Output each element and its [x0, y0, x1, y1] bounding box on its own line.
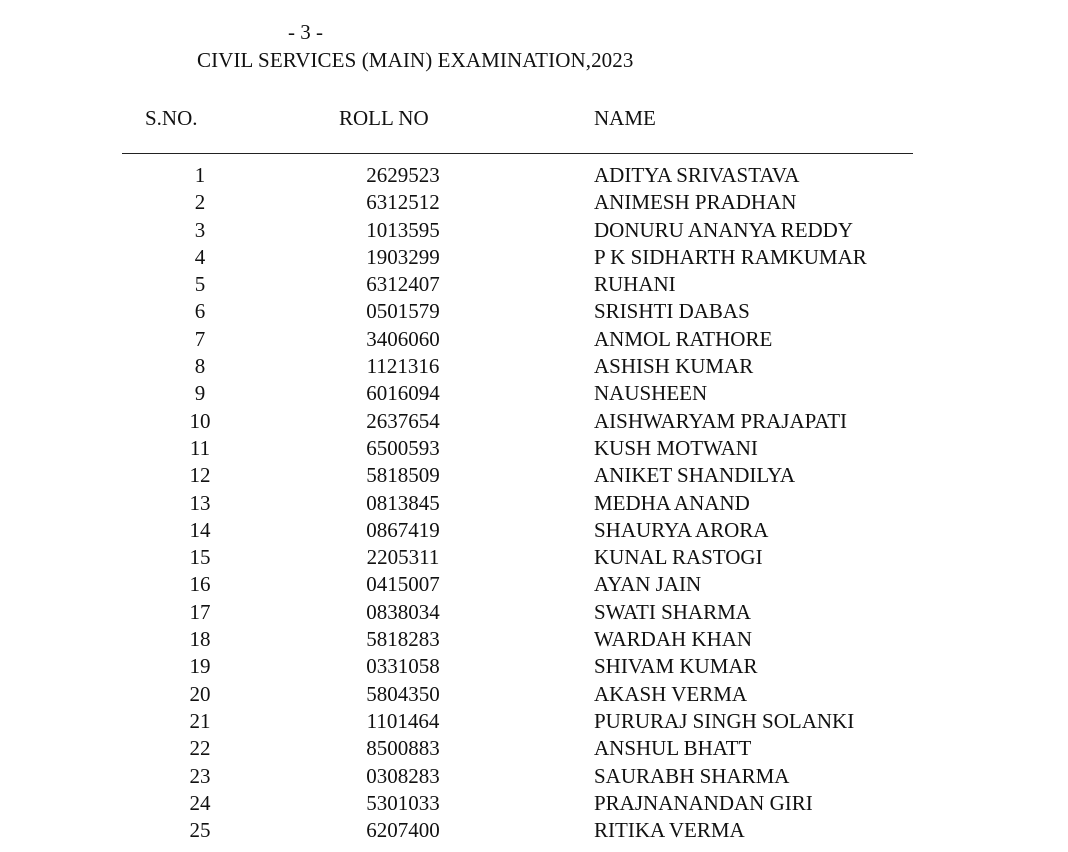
row-roll-no: 5301033 — [366, 790, 440, 815]
row-name: ADITYA SRIVASTAVA — [594, 163, 800, 187]
row-sno: 7 — [194, 326, 206, 351]
row-name: SAURABH SHARMA — [594, 763, 790, 788]
row-roll-no: 5818509 — [366, 463, 440, 488]
row-name: PURURAJ SINGH SOLANKI — [594, 708, 855, 733]
row-roll-no: 2205311 — [366, 545, 440, 570]
page-number: - 3 - — [288, 20, 323, 44]
row-name: SWATI SHARMA — [594, 599, 751, 624]
table-row — [0, 298, 1068, 325]
row-roll-no: 6207400 — [366, 818, 440, 843]
table-row — [0, 708, 1068, 735]
row-roll-no: 3406060 — [366, 326, 440, 351]
row-sno: 14 — [189, 517, 211, 542]
row-roll-no: 0308283 — [366, 763, 440, 788]
row-sno: 23 — [189, 763, 211, 788]
column-header-name: NAME — [594, 106, 656, 130]
row-sno: 17 — [189, 599, 211, 624]
row-sno: 11 — [189, 435, 211, 460]
row-name: NAUSHEEN — [594, 381, 708, 406]
table-row — [0, 244, 1068, 271]
row-sno: 15 — [189, 545, 211, 570]
table-row — [0, 189, 1068, 216]
row-roll-no: 0331058 — [366, 654, 440, 679]
row-name: AKASH VERMA — [594, 681, 748, 706]
row-roll-no: 6312407 — [366, 272, 440, 297]
row-sno: 10 — [189, 408, 211, 433]
table-row — [0, 571, 1068, 598]
row-sno: 21 — [189, 708, 211, 733]
row-roll-no: 5804350 — [366, 681, 440, 706]
row-roll-no: 1013595 — [366, 217, 440, 242]
results-table — [0, 162, 1068, 844]
row-roll-no: 1101464 — [366, 708, 440, 733]
row-sno: 2 — [194, 190, 206, 215]
row-name: PRAJNANANDAN GIRI — [594, 790, 813, 815]
table-row — [0, 217, 1068, 244]
row-sno: 22 — [189, 736, 211, 761]
row-sno: 9 — [194, 381, 206, 406]
row-sno: 8 — [194, 354, 206, 379]
row-roll-no: 0501579 — [366, 299, 440, 324]
row-roll-no: 8500883 — [366, 736, 440, 761]
column-header-roll-no: ROLL NO — [339, 106, 429, 130]
row-name: RITIKA VERMA — [594, 818, 745, 843]
row-sno: 16 — [189, 572, 211, 597]
header-divider — [122, 153, 913, 154]
table-row — [0, 408, 1068, 435]
table-row — [0, 763, 1068, 790]
table-row — [0, 653, 1068, 680]
row-name: ANIKET SHANDILYA — [594, 463, 796, 488]
row-name: ANIMESH PRADHAN — [594, 190, 797, 215]
row-sno: 3 — [194, 217, 206, 242]
row-name: P K SIDHARTH RAMKUMAR — [594, 244, 867, 269]
row-sno: 25 — [189, 818, 211, 843]
row-roll-no: 2629523 — [366, 163, 440, 187]
row-name: RUHANI — [594, 272, 676, 297]
row-sno: 24 — [189, 790, 211, 815]
table-row — [0, 380, 1068, 407]
row-name: DONURU ANANYA REDDY — [594, 217, 854, 242]
row-sno: 5 — [194, 272, 206, 297]
row-roll-no: 0415007 — [366, 572, 440, 597]
row-roll-no: 5818283 — [366, 627, 440, 652]
table-row — [0, 326, 1068, 353]
row-sno: 12 — [189, 463, 211, 488]
table-row — [0, 162, 1068, 189]
document-title: CIVIL SERVICES (MAIN) EXAMINATION,2023 — [197, 48, 634, 72]
row-name: AISHWARYAM PRAJAPATI — [594, 408, 848, 433]
table-row — [0, 353, 1068, 380]
row-sno: 18 — [189, 627, 211, 652]
table-row — [0, 817, 1068, 844]
row-name: SHIVAM KUMAR — [594, 654, 758, 679]
table-row — [0, 626, 1068, 653]
row-sno: 19 — [189, 654, 211, 679]
row-name: ANSHUL BHATT — [594, 736, 752, 761]
row-roll-no: 1121316 — [366, 354, 440, 379]
row-sno: 1 — [194, 163, 206, 187]
row-roll-no: 6016094 — [366, 381, 440, 406]
row-roll-no: 0838034 — [366, 599, 440, 624]
row-roll-no: 6312512 — [366, 190, 440, 215]
row-name: SRISHTI DABAS — [594, 299, 750, 324]
row-name: ANMOL RATHORE — [594, 326, 773, 351]
table-row — [0, 490, 1068, 517]
row-sno: 13 — [189, 490, 211, 515]
table-row — [0, 435, 1068, 462]
row-name: MEDHA ANAND — [594, 490, 750, 515]
row-sno: 20 — [189, 681, 211, 706]
table-row — [0, 462, 1068, 489]
table-row — [0, 599, 1068, 626]
row-sno: 6 — [194, 299, 206, 324]
row-roll-no: 2637654 — [366, 408, 440, 433]
row-name: KUNAL RASTOGI — [594, 545, 763, 570]
row-roll-no: 1903299 — [366, 244, 440, 269]
table-row — [0, 681, 1068, 708]
row-name: ASHISH KUMAR — [594, 354, 754, 379]
table-row — [0, 544, 1068, 571]
table-row — [0, 517, 1068, 544]
row-name: WARDAH KHAN — [594, 627, 753, 652]
row-sno: 4 — [194, 244, 206, 269]
row-roll-no: 0867419 — [366, 517, 440, 542]
table-row — [0, 735, 1068, 762]
row-name: KUSH MOTWANI — [594, 435, 758, 460]
row-roll-no: 0813845 — [366, 490, 440, 515]
column-header-sno: S.NO. — [145, 106, 198, 130]
row-roll-no: 6500593 — [366, 435, 440, 460]
table-row — [0, 271, 1068, 298]
row-name: SHAURYA ARORA — [594, 517, 769, 542]
table-row — [0, 790, 1068, 817]
row-name: AYAN JAIN — [594, 572, 702, 597]
